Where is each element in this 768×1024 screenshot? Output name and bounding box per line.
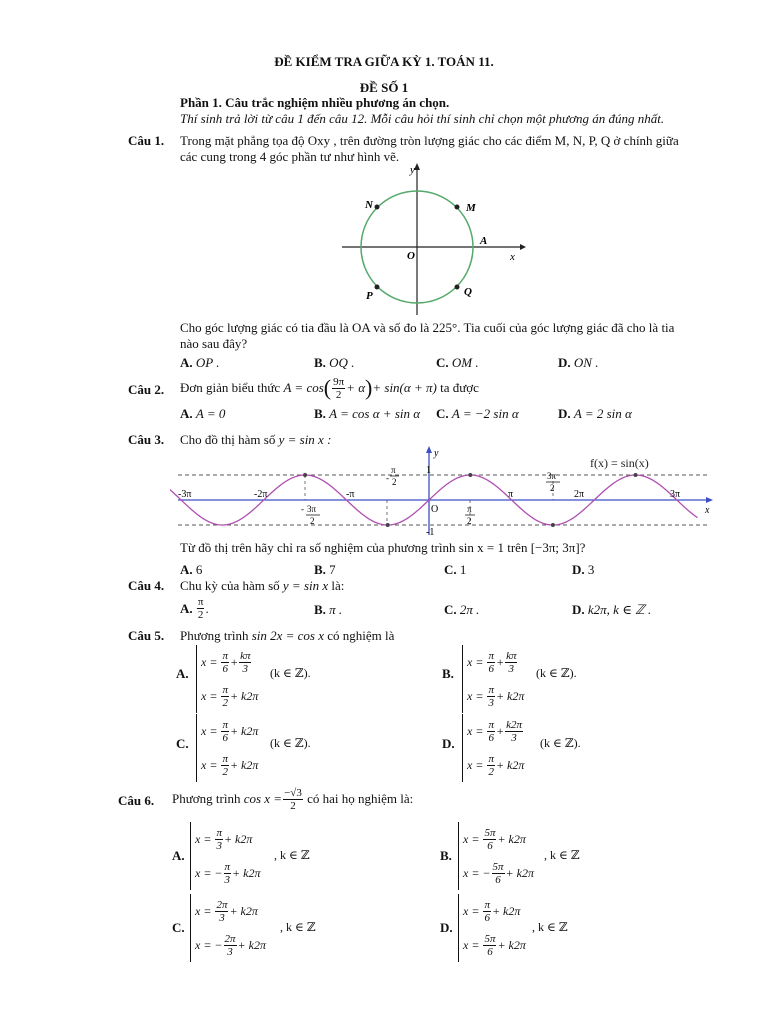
right-paren: ) bbox=[365, 375, 373, 400]
q1-option-c[interactable]: C. OM . bbox=[436, 355, 479, 370]
q5-option-a-letter[interactable]: A. bbox=[176, 666, 189, 681]
q5-option-d-system: x = $\frac{\pi}{6}$ + $\frac{k2\pi}{3}$ x = $\frac{\pi}{2}$ + k2π bbox=[462, 714, 524, 782]
tick-pi: π bbox=[508, 489, 514, 500]
question-1-follow-line1: Cho góc lượng giác có tia đầu là OA và số đo là 225°. Tia cuối của góc lượng giác đã cho là tia bbox=[180, 320, 675, 335]
q6-option-d-condition: , k ∈ ℤ bbox=[532, 920, 568, 934]
q5-option-c-system: x = $\frac{\pi}{6}$ + k2π x = $\frac{\pi}{2}$ + k2π bbox=[196, 714, 258, 782]
q5-option-b-condition: (k ∈ ℤ). bbox=[536, 666, 577, 680]
svg-text:2: 2 bbox=[467, 516, 472, 526]
q5-option-d-condition: (k ∈ ℤ). bbox=[540, 736, 581, 750]
part-title: Phần 1. Câu trắc nghiệm nhiều phương án chọn. bbox=[180, 95, 450, 110]
q1-option-d[interactable]: D. ON . bbox=[558, 355, 599, 370]
question-4-label: Câu 4. bbox=[128, 578, 165, 593]
exam-number: ĐỀ SỐ 1 bbox=[359, 80, 409, 95]
x-axis-arrow-icon bbox=[706, 497, 713, 503]
question-1-text-line2: các cung trong 4 góc phần tư như hình vẽ. bbox=[180, 149, 400, 164]
question-3-text: Cho đồ thị hàm số y = sin x : bbox=[180, 432, 332, 447]
question-3-label: Câu 3. bbox=[128, 432, 165, 447]
part-instruction: Thí sinh trả lời từ câu 1 đến câu 12. Mỗi câu hỏi thí sinh chỉ chọn một phương án đúng nhất. bbox=[180, 111, 665, 126]
q3-option-b[interactable]: B. 7 bbox=[314, 562, 336, 577]
question-1-follow-line2: nào sau đây? bbox=[180, 336, 248, 351]
point-n bbox=[375, 205, 380, 210]
extremum-point bbox=[468, 473, 472, 477]
q1-option-b[interactable]: B. OQ . bbox=[314, 355, 355, 370]
svg-text:π: π bbox=[467, 504, 472, 514]
sine-graph bbox=[170, 445, 720, 540]
q3-option-c[interactable]: C. 1 bbox=[444, 562, 467, 577]
tick-label-1: 1 bbox=[426, 465, 431, 476]
q6-option-b-system: x = $\frac{5\pi}{6}$ + k2π x = − $\frac{5\pi}{6}$ + k2π bbox=[458, 822, 534, 890]
q4-option-c[interactable]: C. 2π . bbox=[444, 602, 480, 617]
q4-option-a[interactable]: A. $\frac{\pi}{2}$ . bbox=[180, 596, 209, 621]
unit-circle-figure bbox=[330, 160, 530, 320]
svg-text:2: 2 bbox=[310, 516, 315, 526]
svg-text:2: 2 bbox=[392, 477, 397, 487]
question-2-text: Đơn giản biểu thức A = cos ( $\frac{9\pi}{2}$ + α ) + sin(α + π) ta được bbox=[180, 375, 479, 401]
y-axis-arrow-icon bbox=[426, 446, 432, 453]
svg-text:-: - bbox=[301, 504, 304, 514]
exam-title: ĐỀ KIỂM TRA GIỮA KỲ 1. TOÁN 11. bbox=[274, 54, 494, 69]
q6-option-a-system: x = $\frac{\pi}{3}$ + k2π x = − $\frac{\pi}{3}$ + k2π bbox=[190, 822, 260, 890]
y-axis-arrow-icon bbox=[414, 163, 420, 170]
tick-label-minus-1: -1 bbox=[426, 527, 435, 538]
point-m-label: M bbox=[466, 202, 476, 214]
origin-label: O bbox=[431, 504, 439, 515]
q6-option-c-condition: , k ∈ ℤ bbox=[280, 920, 316, 934]
q3-option-d[interactable]: D. 3 bbox=[572, 562, 595, 577]
point-m bbox=[455, 205, 460, 210]
svg-text:2: 2 bbox=[550, 483, 555, 493]
svg-text:3π: 3π bbox=[547, 471, 557, 481]
svg-text:-: - bbox=[386, 473, 389, 483]
q5-option-a-system: x = $\frac{\pi}{6}$ + $\frac{k\pi}{3}$ x = $\frac{\pi}{2}$ + k2π bbox=[196, 645, 258, 713]
tick-neg-2pi: -2π bbox=[254, 489, 268, 500]
y-axis-label: y bbox=[410, 164, 415, 176]
point-q bbox=[455, 285, 460, 290]
tick-pi-over-2 bbox=[465, 504, 475, 526]
q6-option-c-letter[interactable]: C. bbox=[172, 920, 185, 935]
point-n-label: N bbox=[365, 199, 373, 211]
y-label: y bbox=[434, 448, 439, 459]
svg-text:3π: 3π bbox=[307, 504, 317, 514]
q1-option-a[interactable]: A. OP . bbox=[180, 355, 220, 370]
q6-option-b-condition: , k ∈ ℤ bbox=[544, 848, 580, 862]
tick-3pi-over-2 bbox=[546, 471, 560, 493]
extremum-point bbox=[303, 473, 307, 477]
q5-option-c-letter[interactable]: C. bbox=[176, 736, 189, 751]
q6-option-b-letter[interactable]: B. bbox=[440, 848, 452, 863]
extremum-point bbox=[551, 523, 555, 527]
question-6-label: Câu 6. bbox=[118, 793, 155, 808]
q6-option-d-letter[interactable]: D. bbox=[440, 920, 453, 935]
extremum-point bbox=[386, 523, 390, 527]
origin-label: O bbox=[407, 250, 415, 262]
q4-option-b[interactable]: B. π . bbox=[314, 602, 343, 617]
question-6-text: Phương trình cos x = $\frac{-√3}{2}$ có hai họ nghiệm là: bbox=[172, 786, 414, 812]
tick-neg-3pi-over-2 bbox=[301, 504, 320, 526]
q5-option-c-condition: (k ∈ ℤ). bbox=[270, 736, 311, 750]
question-5-text: Phương trình sin 2x = cos x có nghiệm là bbox=[180, 628, 395, 643]
q6-option-a-letter[interactable]: A. bbox=[172, 848, 185, 863]
point-p bbox=[375, 285, 380, 290]
x-label: x bbox=[705, 505, 710, 516]
question-5-label: Câu 5. bbox=[128, 628, 165, 643]
tick-neg-pi-over-2 bbox=[386, 465, 399, 487]
x-axis-arrow-icon bbox=[520, 244, 526, 250]
q3-option-a[interactable]: A. 6 bbox=[180, 562, 203, 577]
point-q-label: Q bbox=[464, 286, 472, 298]
question-3-follow: Từ đồ thị trên hãy chỉ ra số nghiệm của phương trình sin x = 1 trên [−3π; 3π]? bbox=[180, 540, 586, 555]
q4-option-d[interactable]: D. k2π, k ∈ ℤ . bbox=[572, 602, 652, 617]
graph-legend: f(x) = sin(x) bbox=[590, 456, 649, 470]
q2-option-b[interactable]: B. A = cos α + sin α bbox=[314, 406, 421, 421]
tick-3pi: 3π bbox=[670, 489, 681, 500]
q2-option-c[interactable]: C. A = −2 sin α bbox=[436, 406, 519, 421]
svg-text:π: π bbox=[391, 465, 396, 475]
q6-option-a-condition: , k ∈ ℤ bbox=[274, 848, 310, 862]
q5-option-b-system: x = $\frac{\pi}{6}$ + $\frac{k\pi}{3}$ x = $\frac{\pi}{3}$ + k2π bbox=[462, 645, 524, 713]
q5-option-a-condition: (k ∈ ℤ). bbox=[270, 666, 311, 680]
question-2-label: Câu 2. bbox=[128, 382, 165, 397]
point-p-label: P bbox=[366, 290, 373, 302]
point-a-label: A bbox=[480, 235, 488, 247]
q6-option-d-system: x = $\frac{\pi}{6}$ + k2π x = $\frac{5\pi}{6}$ + k2π bbox=[458, 894, 526, 962]
question-4-text: Chu kỳ của hàm số y = sin x là: bbox=[180, 578, 345, 593]
q5-option-d-letter[interactable]: D. bbox=[442, 736, 455, 751]
q6-option-c-system: x = $\frac{2\pi}{3}$ + k2π x = − $\frac{2\pi}{3}$ + k2π bbox=[190, 894, 266, 962]
x-axis-label: x bbox=[510, 251, 515, 263]
q2-option-a[interactable]: A. A = 0 bbox=[180, 406, 226, 421]
left-paren: ( bbox=[323, 375, 332, 400]
extremum-point bbox=[634, 473, 638, 477]
q2-option-d[interactable]: D. A = 2 sin α bbox=[558, 406, 632, 421]
q5-option-b-letter[interactable]: B. bbox=[442, 666, 454, 681]
question-1-label: Câu 1. bbox=[128, 133, 165, 148]
tick-2pi: 2π bbox=[574, 489, 585, 500]
tick-neg-3pi: -3π bbox=[178, 489, 192, 500]
tick-neg-pi: -π bbox=[346, 489, 355, 500]
question-1-text-line1: Trong mặt phẳng tọa độ Oxy , trên đường tròn lượng giác cho các điểm M, N, P, Q ở chính giữa bbox=[180, 133, 679, 148]
